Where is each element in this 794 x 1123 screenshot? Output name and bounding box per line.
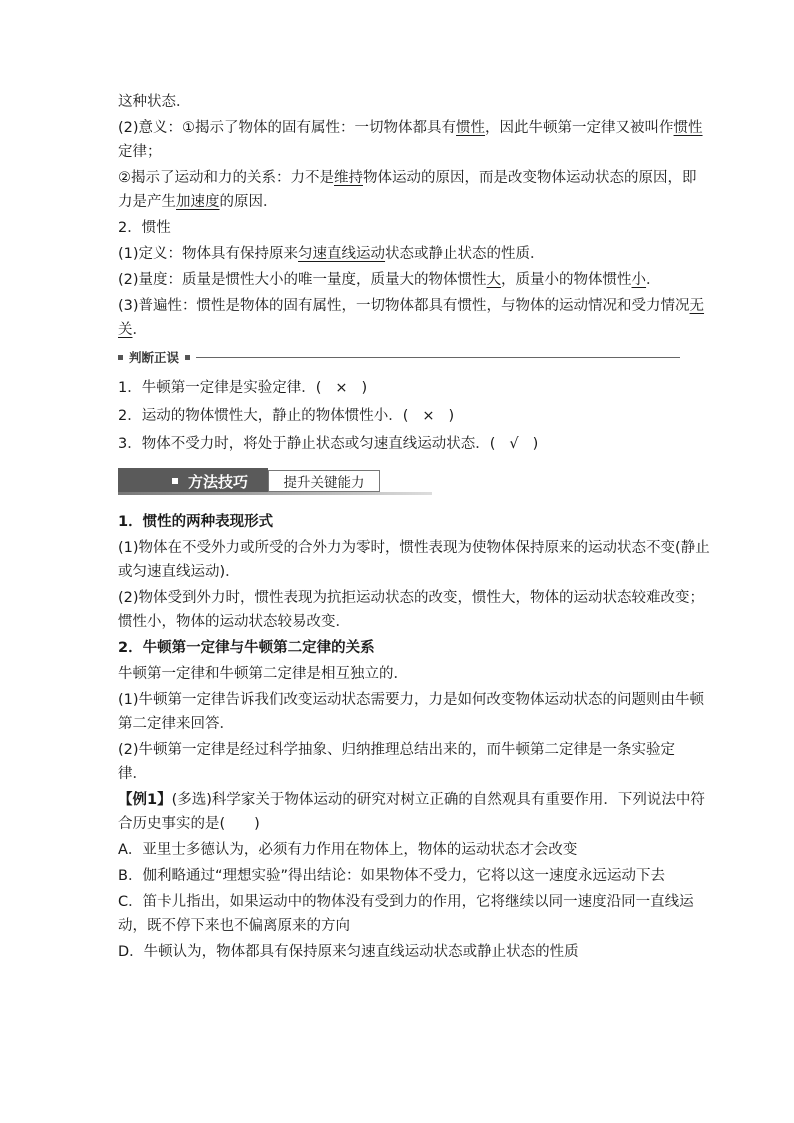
answer-unrelated-2: 关 xyxy=(118,322,133,338)
answer-unrelated-1: 无 xyxy=(689,298,705,314)
text-line: (2)牛顿第一定律是经过科学抽象、归纳推理总结出来的，而牛顿第二定律是一条实验定 xyxy=(118,742,676,758)
banner-sub: 提升关键能力 xyxy=(268,470,380,492)
answer-large: 大 xyxy=(486,272,502,288)
answer-inertia-law: 惯性 xyxy=(673,120,703,136)
text-line: (1)物体在不受外力或所受的合外力为零时，惯性表现为使物体保持原来的运动状态不变(静止 xyxy=(118,540,710,556)
significance-line: (2)意义：①揭示了物体的固有属性：一切物体都具有惯性，因此牛顿第一定律又被叫作惯性 xyxy=(118,120,703,136)
judge-list xyxy=(118,374,680,458)
inertia-universality: (3)普遍性：惯性是物体的固有属性，一切物体都具有惯性，与物体的运动情况和受力情况无 xyxy=(118,298,705,314)
option-b: B．伽利略通过“理想实验”得出结论：如果物体不受力，它将以这一速度永远运动下去 xyxy=(118,868,665,884)
method-heading-2: 2．牛顿第一定律与牛顿第二定律的关系 xyxy=(118,640,375,656)
method-banner xyxy=(118,468,432,494)
answer-acceleration: 加速度 xyxy=(176,194,220,210)
option-a: A．亚里士多德认为，必须有力作用在物体上，物体的运动状态才会改变 xyxy=(118,842,578,858)
banner-main: 方法技巧 xyxy=(118,468,268,494)
banner-underline xyxy=(118,492,432,495)
answer-small: 小 xyxy=(631,272,647,288)
divider xyxy=(196,357,680,358)
example-question: 【例1】(多选)科学家关于物体运动的研究对树立正确的自然观具有重要作用．下列说法中符 xyxy=(118,792,705,808)
text-line: (2)物体受到外力时，惯性表现为抗拒运动状态的改变，惯性大，物体的运动状态较难改变； xyxy=(118,590,705,606)
check-mark-icon: √ xyxy=(509,436,519,452)
page-content xyxy=(118,90,710,964)
option-c: C．笛卡儿指出，如果运动中的物体没有受到力的作用，它将继续以同一速度沿同一直线运 xyxy=(118,894,694,910)
answer-inertia: 惯性 xyxy=(456,120,486,136)
text-line: 惯性小，物体的运动状态较易改变． xyxy=(118,614,350,630)
text-line: 律． xyxy=(118,766,147,782)
example-tag: 【例1】 xyxy=(118,792,172,808)
square-bullet-icon xyxy=(172,478,178,484)
square-bullet-icon xyxy=(118,355,123,360)
option-c-cont: 动，既不停下来也不偏离原来的方向 xyxy=(118,918,350,934)
judge-item: 2．运动的物体惯性大，静止的物体惯性小．( × ) xyxy=(118,402,680,430)
relation-line-cont: 力是产生加速度的原因． xyxy=(118,194,278,210)
text-line: 定律； xyxy=(118,144,162,160)
cross-mark-icon: × xyxy=(422,408,435,424)
judge-section-title: 判断正误 xyxy=(118,346,680,368)
answer-uniform-motion: 匀速直线运动 xyxy=(298,246,386,262)
inertia-measure: (2)量度：质量是惯性大小的唯一量度，质量大的物体惯性大，质量小的物体惯性小． xyxy=(118,272,661,288)
text-line: 第二定律来回答． xyxy=(118,716,234,732)
text-line: 或匀速直线运动)． xyxy=(118,564,240,580)
answer-maintain: 维持 xyxy=(334,170,363,186)
cross-mark-icon: × xyxy=(335,380,348,396)
text-line: (1)牛顿第一定律告诉我们改变运动状态需要力，力是如何改变物体运动状态的问题则由牛顿 xyxy=(118,692,705,708)
text-line: 这种状态． xyxy=(118,94,191,110)
relation-line: ②揭示了运动和力的关系：力不是维持物体运动的原因，而是改变物体运动状态的原因，即 xyxy=(118,170,697,186)
section-heading-inertia: 2．惯性 xyxy=(118,220,171,236)
inertia-definition: (1)定义：物体具有保持原来匀速直线运动状态或静止状态的性质． xyxy=(118,246,545,262)
judge-item: 1．牛顿第一定律是实验定律．( × ) xyxy=(118,374,680,402)
text-line: 牛顿第一定律和牛顿第二定律是相互独立的． xyxy=(118,666,408,682)
option-d: D．牛顿认为，物体都具有保持原来匀速直线运动状态或静止状态的性质 xyxy=(118,944,579,960)
square-bullet-icon xyxy=(185,355,190,360)
method-heading-1: 1．惯性的两种表现形式 xyxy=(118,514,274,530)
example-question-cont: 合历史事实的是( ) xyxy=(118,816,260,832)
judge-item: 3．物体不受力时，将处于静止状态或匀速直线运动状态．( √ ) xyxy=(118,430,680,458)
inertia-universality-cont: 关． xyxy=(118,322,147,338)
